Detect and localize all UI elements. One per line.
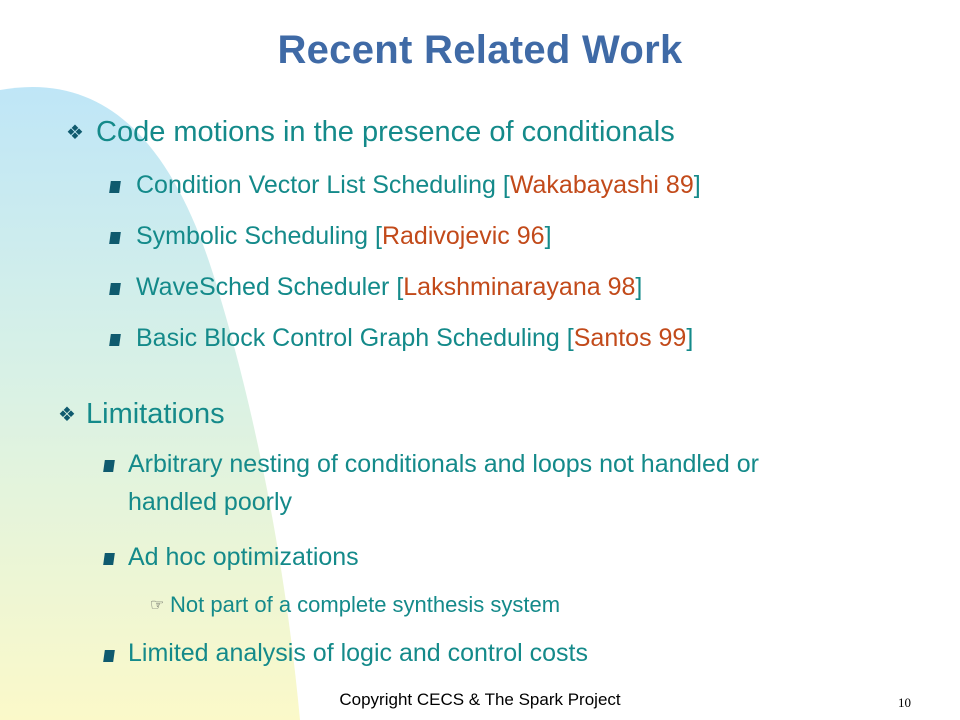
diamond-cluster-icon: ❖ (66, 122, 84, 144)
diamond-cluster-icon: ❖ (58, 404, 76, 426)
section2-heading: Limitations (86, 398, 225, 430)
item-close: ] (544, 222, 552, 250)
list-item: Arbitrary nesting of conditionals and loops not handled or handled poorly (128, 450, 759, 516)
list-item (136, 268, 642, 306)
item-text: Symbolic Scheduling [ (136, 222, 382, 250)
section1-heading: Code motions in the presence of conditionals (96, 116, 675, 148)
arrow-hand-icon: ☞ (150, 597, 165, 614)
square-bullet-icon (103, 460, 115, 472)
item-close: ] (635, 273, 643, 301)
footer-copyright: Copyright CECS & The Spark Project (339, 690, 621, 709)
item-close: ] (693, 171, 701, 199)
list-item: Ad hoc optimizations (128, 543, 359, 571)
sub-list-item: Not part of a complete synthesis system (170, 592, 561, 617)
citation: Santos 99 (573, 324, 687, 352)
page-number: 10 (898, 695, 911, 710)
square-bullet-icon (103, 650, 115, 662)
slide-title: Recent Related Work (277, 28, 683, 72)
square-bullet-icon (103, 553, 115, 565)
square-bullet-icon (109, 283, 121, 295)
list-item: Limited analysis of logic and control costs (128, 639, 588, 667)
list-item (136, 217, 552, 255)
item-text: Condition Vector List Scheduling [ (136, 171, 510, 199)
citation: Wakabayashi 89 (509, 171, 694, 199)
list-item (136, 166, 701, 204)
item-text: WaveSched Scheduler [ (136, 273, 404, 301)
list-item (136, 319, 693, 357)
item-close: ] (686, 324, 694, 352)
citation: Lakshminarayana 98 (403, 273, 636, 301)
square-bullet-icon (109, 181, 121, 193)
square-bullet-icon (109, 334, 121, 346)
item-text: Basic Block Control Graph Scheduling [ (136, 324, 574, 352)
citation: Radivojevic 96 (381, 222, 545, 250)
square-bullet-icon (109, 232, 121, 244)
